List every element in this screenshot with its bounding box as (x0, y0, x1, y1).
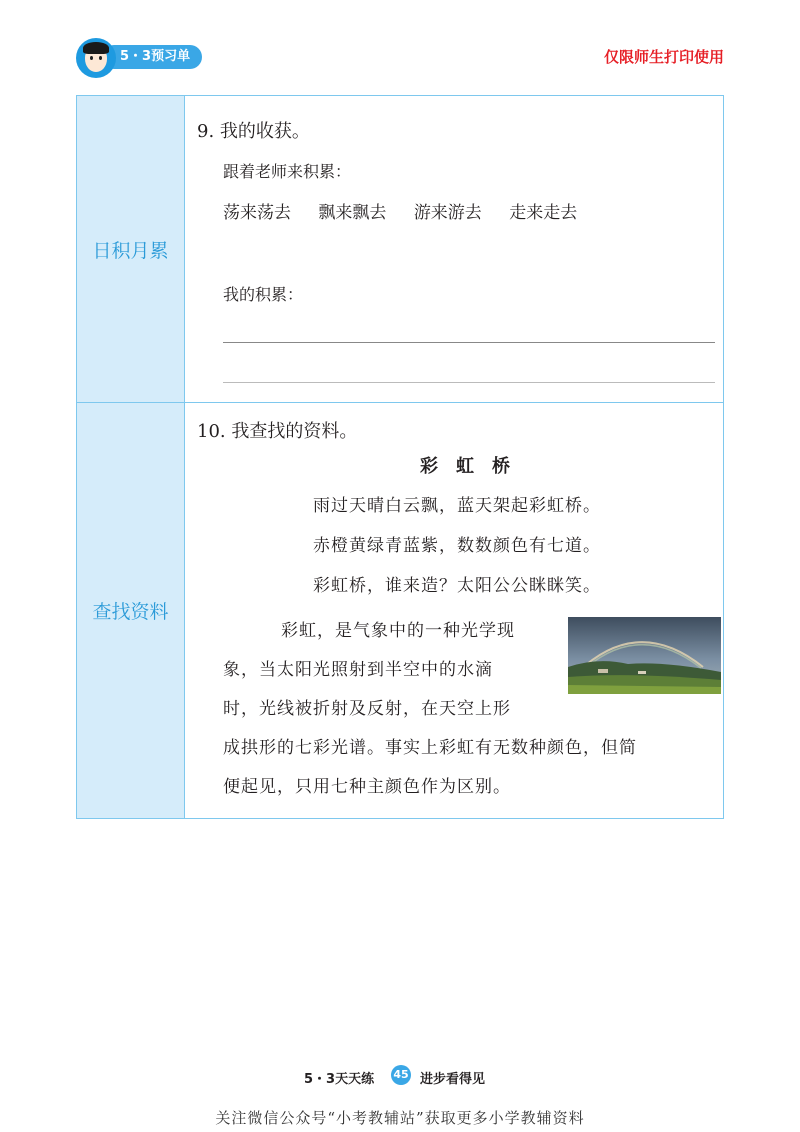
mascot-icon (76, 38, 116, 78)
poem-line: 赤橙黄绿青蓝紫，数数颜色有七道。 (313, 536, 601, 556)
footer-right: 进步看得见 (420, 1072, 486, 1087)
phrase: 走来走去 (509, 203, 578, 223)
follow-label: 跟着老师来积累： (223, 162, 352, 181)
page-number: 45 (391, 1065, 411, 1085)
worksheet-table (76, 95, 724, 819)
section-content (185, 96, 723, 402)
section-accumulate (77, 96, 723, 403)
phrase: 飘来飘去 (318, 203, 387, 223)
body-line: 成拱形的七彩光谱。事实上彩虹有无数种颜色，但简 (223, 738, 637, 758)
poem-title: 彩虹桥 (420, 456, 528, 477)
footer-left: 5・3天天练 (304, 1072, 375, 1087)
poem-line: 雨过天晴白云飘，蓝天架起彩虹桥。 (313, 496, 601, 516)
bottom-note: 关注微信公众号“小考教辅站”获取更多小学教辅资料 (215, 1109, 585, 1127)
section-research (77, 403, 723, 818)
question-10: 10. 我查找的资料。 (197, 421, 358, 442)
side-label-accumulate: 日积月累 (77, 96, 185, 402)
body-line: 便起见，只用七种主颜色作为区别。 (223, 777, 511, 797)
print-note: 仅限师生打印使用 (603, 48, 724, 66)
page-header (0, 0, 800, 90)
body-line: 时，光线被折射及反射，在天空上形 (223, 699, 511, 719)
section-content (185, 403, 723, 818)
question-9: 9. 我的收获。 (197, 121, 310, 142)
phrase: 游来游去 (413, 203, 482, 223)
mine-label: 我的积累： (223, 285, 304, 304)
body-line: 象，当太阳光照射到半空中的水滴 (223, 660, 493, 680)
phrase: 荡来荡去 (223, 203, 291, 223)
body-line: 彩虹，是气象中的一种光学现 (281, 621, 515, 641)
poem-line: 彩虹桥，谁来造？太阳公公眯眯笑。 (313, 576, 601, 596)
phrase-list (223, 198, 599, 223)
answer-line[interactable] (223, 382, 715, 383)
answer-line[interactable] (223, 342, 715, 343)
badge: 5・3预习单 (102, 45, 202, 69)
side-label-research: 查找资料 (77, 403, 185, 818)
rainbow-photo (568, 617, 721, 694)
